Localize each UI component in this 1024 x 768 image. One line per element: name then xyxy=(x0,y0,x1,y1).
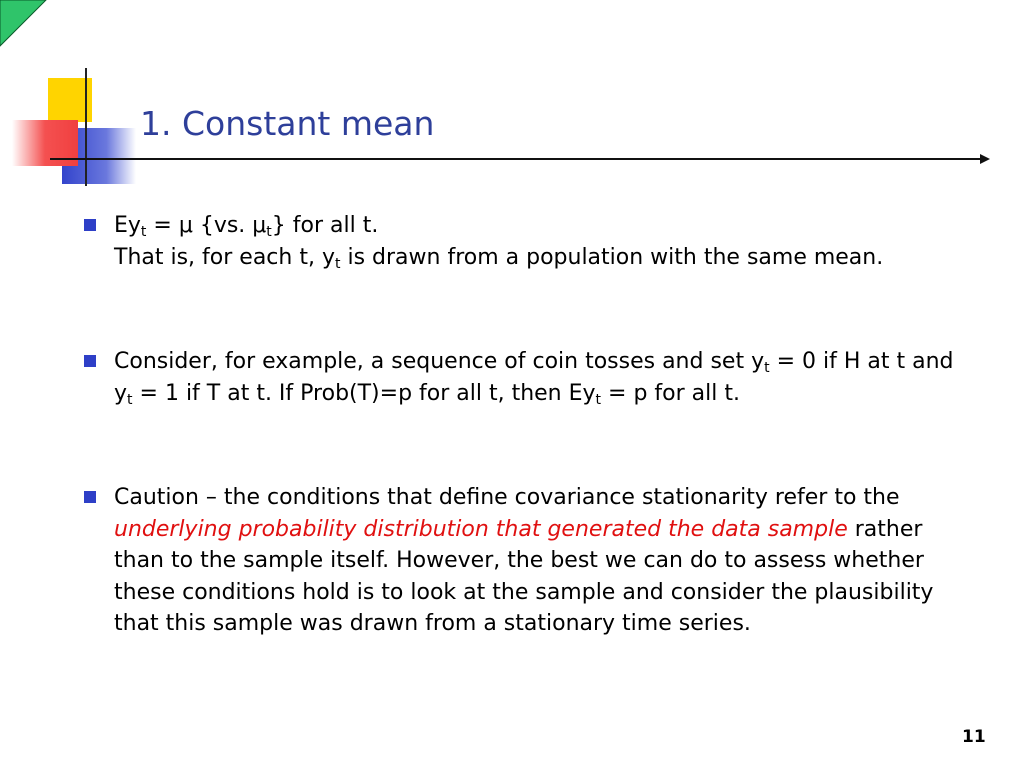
bullet-text: Caution – the conditions that define covariance stationarity refer to the underlying probability distribution that generated the data sample rather than to the sample itself. However, the best we can do to assess whether these conditions hold is to look at the sample and consider the plausibility that this sample was drawn from a stationary time series. xyxy=(114,485,934,636)
bullet-item-2 xyxy=(84,346,964,409)
title-decoration xyxy=(10,66,140,188)
corner-triangle-decoration xyxy=(0,0,48,48)
bullet-item-1 xyxy=(84,210,964,273)
bullet-text: $Ey_t = \mu$ {vs. $\mu_t$} for all t. That is, for each t, $y_t$ is drawn from a population with the same mean. xyxy=(114,213,884,272)
bullet-item-3 xyxy=(84,482,964,640)
bullet-text: Consider, for example, a sequence of coin tosses and set $y_t = 0$ if H at t and $y_t = 1$ if T at t. If Prob(T)=p for all t, then $Ey_t = p$ for all t. xyxy=(114,349,954,408)
page-number: 11 xyxy=(962,727,986,747)
square-bullet-icon xyxy=(84,355,96,367)
square-bullet-icon xyxy=(84,491,96,503)
square-bullet-icon xyxy=(84,219,96,231)
slide-title: 1. Constant mean xyxy=(140,104,435,143)
title-underline xyxy=(50,152,994,166)
emphasis-text: underlying probability distribution that generated the data sample xyxy=(114,516,848,542)
